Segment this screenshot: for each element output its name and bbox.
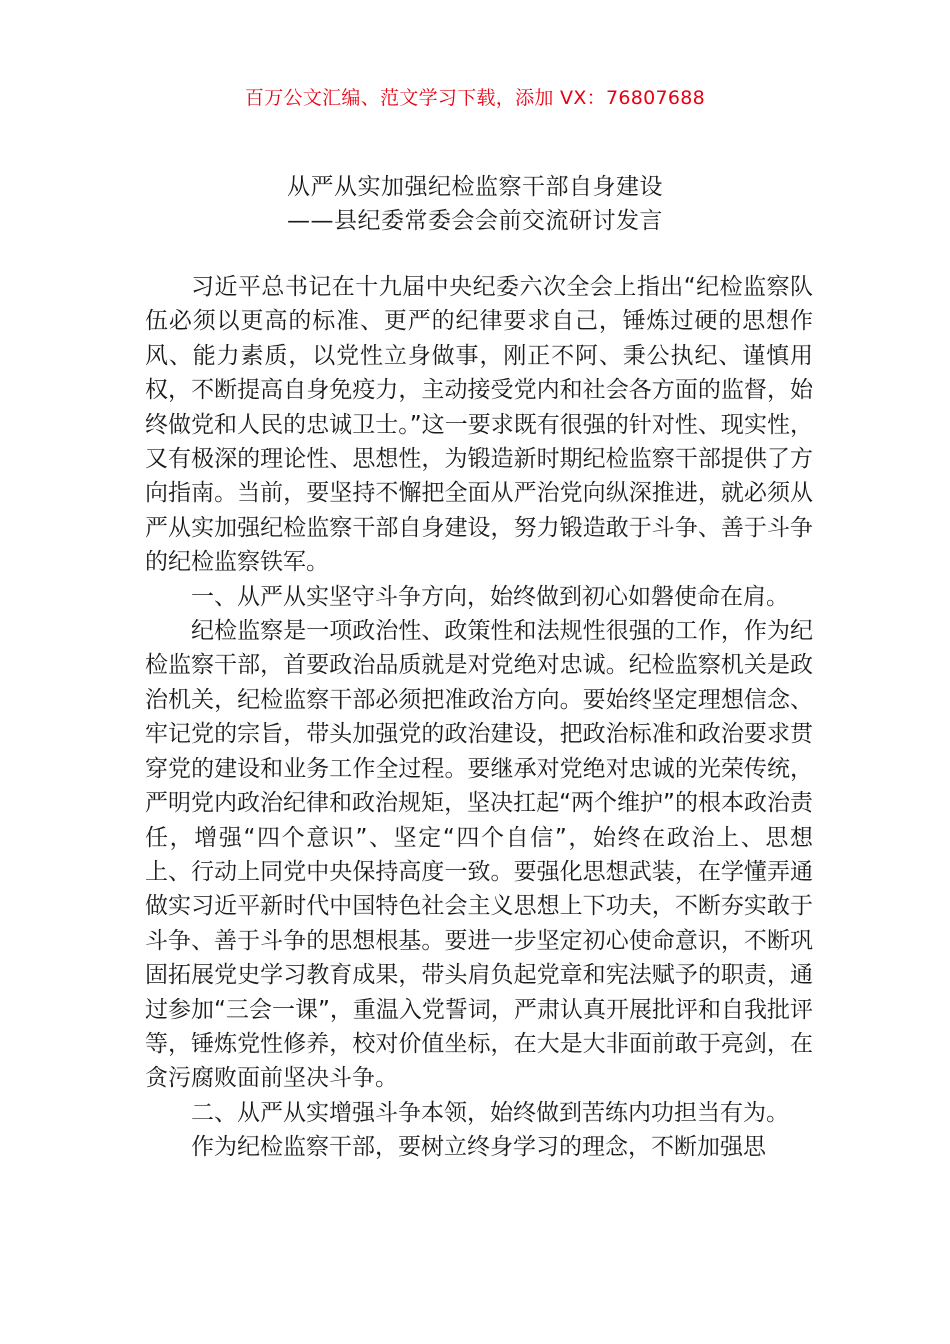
paragraph-section-2: 作为纪检监察干部，要树立终身学习的理念，不断加强思 <box>191 1134 766 1161</box>
document-body <box>145 270 813 1165</box>
paragraph-intro: 习近平总书记在十九届中央纪委六次全会上指出“纪检监察队伍必须以更高的标准、更严的纪律要求自己，锤炼过硬的思想作风、能力素质，以党性立身做事，刚正不阿、秉公执纪、谨慎用权，不断提高自身免疫力，主动接受党内和社会各方面的监督，始终做党和人民的忠诚卫士。”这一要求既有很强的针对性、现实性，又有极深的理论性、思想性，为锻造新时期纪检监察干部提供了方向指南。当前，要坚持不懈把全面从严治党向纵深推进，就必须从严从实加强纪检监察干部自身建设，努力锻造敢于斗争、善于斗争的纪检监察铁军。 <box>145 274 813 576</box>
watermark-banner: 百万公文汇编、范文学习下载，添加 VX：76807688 <box>244 87 706 109</box>
document-title: 从严从实加强纪检监察干部自身建设 <box>287 174 663 200</box>
paragraph-section-1: 纪检监察是一项政治性、政策性和法规性很强的工作，作为纪检监察干部，首要政治品质就是对党绝对忠诚。纪检监察机关是政治机关，纪检监察干部必须把准政治方向。要始终坚定理想信念、牢记党的宗旨，带头加强党的政治建设，把政治标准和政治要求贯穿党的建设和业务工作全过程。要继承对党绝对忠诚的光荣传统，严明党内政治纪律和政治规矩，坚决扛起“两个维护”的根本政治责任，增强“四个意识”、坚定“四个自信”，始终在政治上、思想上、行动上同党中央保持高度一致。要强化思想武装，在学懂弄通做实习近平新时代中国特色社会主义思想上下功夫，不断夯实敢于斗争、善于斗争的思想根基。要进一步坚定初心使命意识，不断巩固拓展党史学习教育成果，带头肩负起党章和宪法赋予的职责，通过参加“三会一课”，重温入党誓词，严肃认真开展批评和自我批评等，锤炼党性修养，校对价值坐标，在大是大非面前敢于亮剑，在贪污腐败面前坚决斗争。 <box>145 618 813 1092</box>
document-subtitle: ——县纪委常委会会前交流研讨发言 <box>287 208 663 234</box>
section-heading-1: 一、从严从实坚守斗争方向，始终做到初心如磐使命在肩。 <box>191 583 789 610</box>
section-heading-2: 二、从严从实增强斗争本领，始终做到苦练内功担当有为。 <box>191 1099 789 1126</box>
